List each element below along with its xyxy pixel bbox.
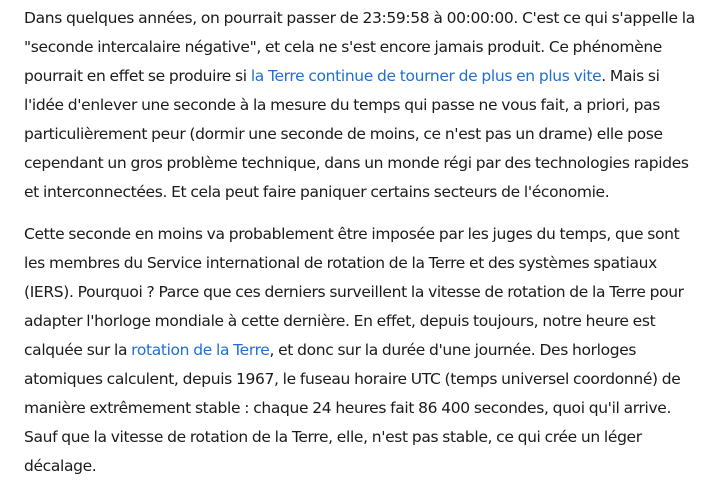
paragraph-2-text-end: , et donc sur la durée d'une journée. Des horloges atomiques calculent, depuis 1967, le fuseau horaire UTC (temps universel coordonné) de manière extrêmement stable : chaque 24 heures fait 86 400 secondes, quoi qu'il arrive. Sauf que la vitesse de rotation de la Terre, elle, n'est pas stable, ce qui crée un léger décalage. — [24, 341, 681, 475]
link-earth-rotation[interactable]: rotation de la Terre — [131, 341, 270, 359]
paragraph-1-text-end: . Mais si l'idée d'enlever une seconde à la mesure du temps qui passe ne vous fait, a priori, pas particulièrement peur (dormir une seconde de moins, ce n'est pas un drame) elle pose cependant un gros problème technique, dans un monde régi par des technologies rapides et interconnectées. Et cela peut faire paniquer certains secteurs de l'économie. — [24, 67, 689, 201]
paragraph-2-text-start: Cette seconde en moins va probablement être imposée par les juges du temps, que sont les membres du Service international de rotation de la Terre et des systèmes spatiaux (IERS). Pourquoi ? Parce que ces derniers surveillent la vitesse de rotation de la Terre pour adapter l'horloge mondiale à cette dernière. En effet, depuis toujours, notre heure est calquée sur la — [24, 225, 684, 359]
article-body — [24, 4, 700, 481]
paragraph-1 — [24, 4, 700, 207]
paragraph-2 — [24, 220, 700, 481]
link-earth-spinning-faster[interactable]: la Terre continue de tourner de plus en plus vite — [250, 67, 602, 85]
paragraph-1-text-start: Dans quelques années, on pourrait passer de 23:59:58 à 00:00:00. C'est ce qui s'appelle la "seconde intercalaire négative", et cela ne s'est encore jamais produit. Ce phénomène pourrait en effet se produire si — [24, 9, 695, 85]
